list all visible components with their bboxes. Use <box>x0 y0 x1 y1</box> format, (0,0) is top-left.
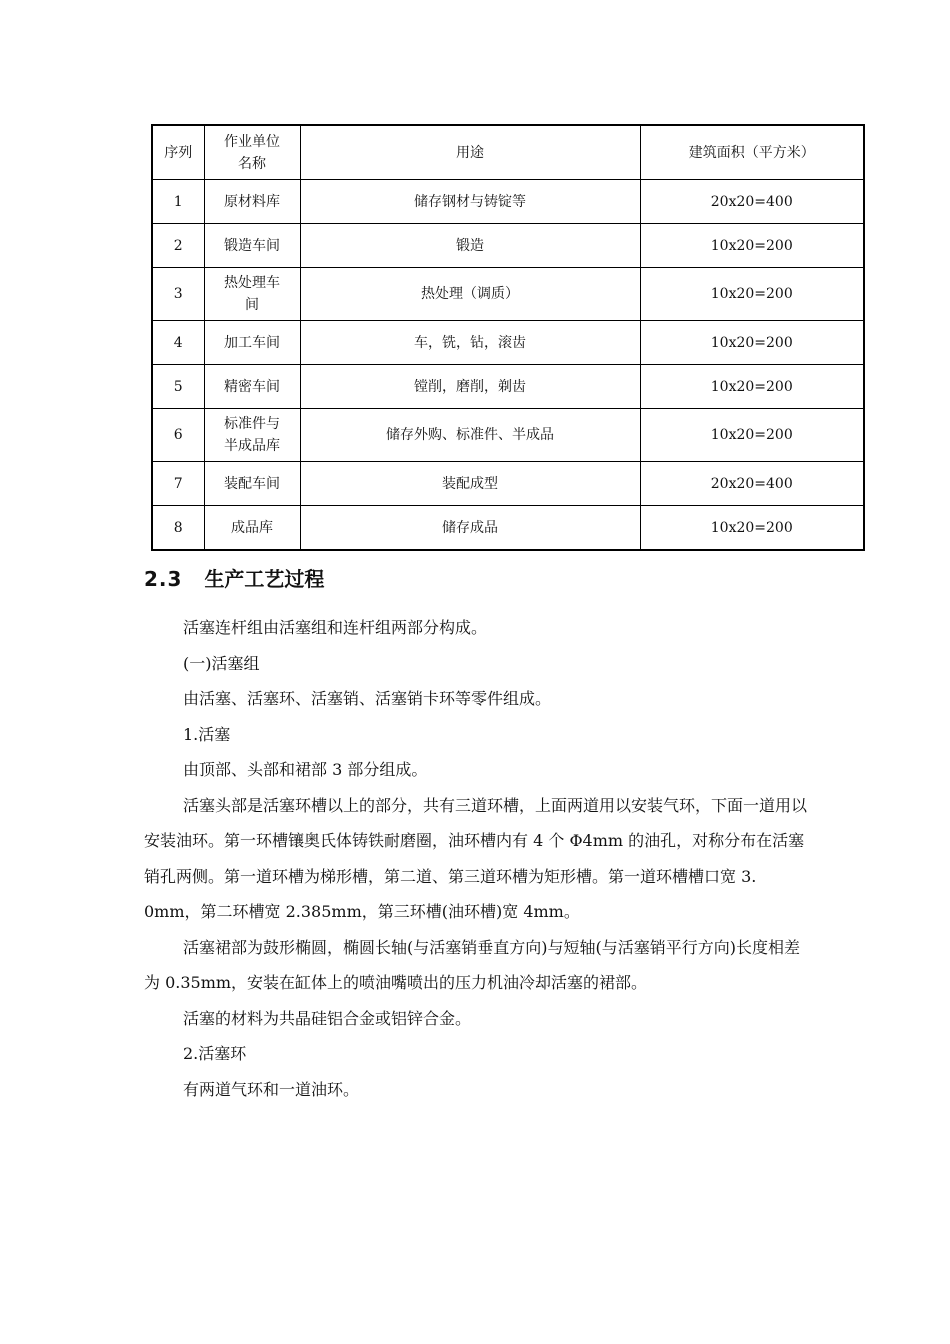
cell-name-line1: 锻造车间 <box>224 237 280 254</box>
cell-seq: 6 <box>152 409 204 462</box>
table-row <box>152 180 864 224</box>
cell-purpose: 热处理（调质） <box>300 268 640 321</box>
section-heading <box>144 563 324 592</box>
header-unit-line2: 名称 <box>238 155 266 172</box>
cell-seq: 5 <box>152 365 204 409</box>
table-header-row <box>152 125 864 180</box>
cell-purpose: 储存钢材与铸锭等 <box>300 180 640 224</box>
cell-purpose: 储存成品 <box>300 506 640 551</box>
body-text <box>144 610 809 1107</box>
facility-table-container <box>151 124 863 551</box>
cell-name-line1: 精密车间 <box>224 378 280 395</box>
paragraph: 1.活塞 <box>183 724 231 744</box>
cell-purpose: 锻造 <box>300 224 640 268</box>
header-seq: 序列 <box>152 125 204 180</box>
paragraph: 由活塞、活塞环、活塞销、活塞销卡环等零件组成。 <box>183 689 552 708</box>
cell-name <box>204 224 300 268</box>
cell-purpose: 车，铣，钻，滚齿 <box>300 321 640 365</box>
paragraph: 活塞头部是活塞环槽以上的部分，共有三道环槽，上面两道用以安装气环，下面一道用以安装油环。第一环槽镶奥氏体铸铁耐磨圈，油环槽内有 4 个 Φ4mm 的油孔，对称分布在活塞销孔两侧。第一道环槽为梯形槽，第二道、第三道环槽为矩形槽。第一道环槽槽口宽 3. 0mm，第二环槽宽 2.385mm，第三环槽(油环槽)宽 4mm。 <box>144 795 808 921</box>
paragraph: 有两道气环和一道油环。 <box>183 1079 360 1099</box>
section-number: 2.3 <box>144 567 183 591</box>
paragraph: 由顶部、头部和裙部 3 部分组成。 <box>183 760 428 779</box>
cell-name <box>204 462 300 506</box>
header-purpose: 用途 <box>300 125 640 180</box>
table-row <box>152 321 864 365</box>
cell-area: 10x20=200 <box>640 365 864 409</box>
cell-purpose: 储存外购、标准件、半成品 <box>300 409 640 462</box>
cell-area: 10x20=200 <box>640 224 864 268</box>
cell-area: 10x20=200 <box>640 268 864 321</box>
cell-area: 10x20=200 <box>640 321 864 365</box>
paragraph: 活塞裙部为鼓形椭圆，椭圆长轴(与活塞销垂直方向)与短轴(与活塞销平行方向)长度相差为 0.35mm，安装在缸体上的喷油嘴喷出的压力机油冷却活塞的裙部。 <box>144 937 800 992</box>
paragraph: 活塞的材料为共晶硅铝合金或铝锌合金。 <box>183 1008 472 1028</box>
cell-name <box>204 365 300 409</box>
cell-area: 10x20=200 <box>640 506 864 551</box>
paragraph: 2.活塞环 <box>183 1044 247 1063</box>
cell-seq: 7 <box>152 462 204 506</box>
table-row <box>152 268 864 321</box>
cell-seq: 2 <box>152 224 204 268</box>
header-unit-line1: 作业单位 <box>224 133 280 150</box>
cell-name <box>204 506 300 551</box>
cell-seq: 3 <box>152 268 204 321</box>
table-row <box>152 506 864 551</box>
facility-table <box>151 124 865 551</box>
cell-area: 20x20=400 <box>640 462 864 506</box>
cell-purpose: 镗削，磨削，剃齿 <box>300 365 640 409</box>
cell-seq: 8 <box>152 506 204 551</box>
cell-purpose: 装配成型 <box>300 462 640 506</box>
table-row <box>152 224 864 268</box>
section-title: 生产工艺过程 <box>204 567 325 591</box>
cell-name-line1: 装配车间 <box>224 475 280 492</box>
cell-area: 20x20=400 <box>640 180 864 224</box>
table-row <box>152 462 864 506</box>
cell-name-line1: 标准件与 <box>224 416 280 432</box>
cell-seq: 1 <box>152 180 204 224</box>
paragraph: 活塞连杆组由活塞组和连杆组两部分构成。 <box>183 618 488 637</box>
cell-name <box>204 180 300 224</box>
cell-name-line2: 间 <box>245 297 259 313</box>
cell-seq: 4 <box>152 321 204 365</box>
header-area: 建筑面积（平方米） <box>640 125 864 180</box>
paragraph: (一)活塞组 <box>183 653 260 673</box>
cell-name <box>204 409 300 462</box>
cell-name-line1: 原材料库 <box>224 193 280 210</box>
cell-name-line2: 半成品库 <box>224 438 280 454</box>
cell-name <box>204 268 300 321</box>
cell-name <box>204 321 300 365</box>
cell-name-line1: 热处理车 <box>224 275 280 291</box>
cell-name-line1: 成品库 <box>231 519 273 536</box>
table-row <box>152 365 864 409</box>
header-unit-name <box>204 125 300 180</box>
cell-area: 10x20=200 <box>640 409 864 462</box>
table-row <box>152 409 864 462</box>
cell-name-line1: 加工车间 <box>224 334 280 351</box>
